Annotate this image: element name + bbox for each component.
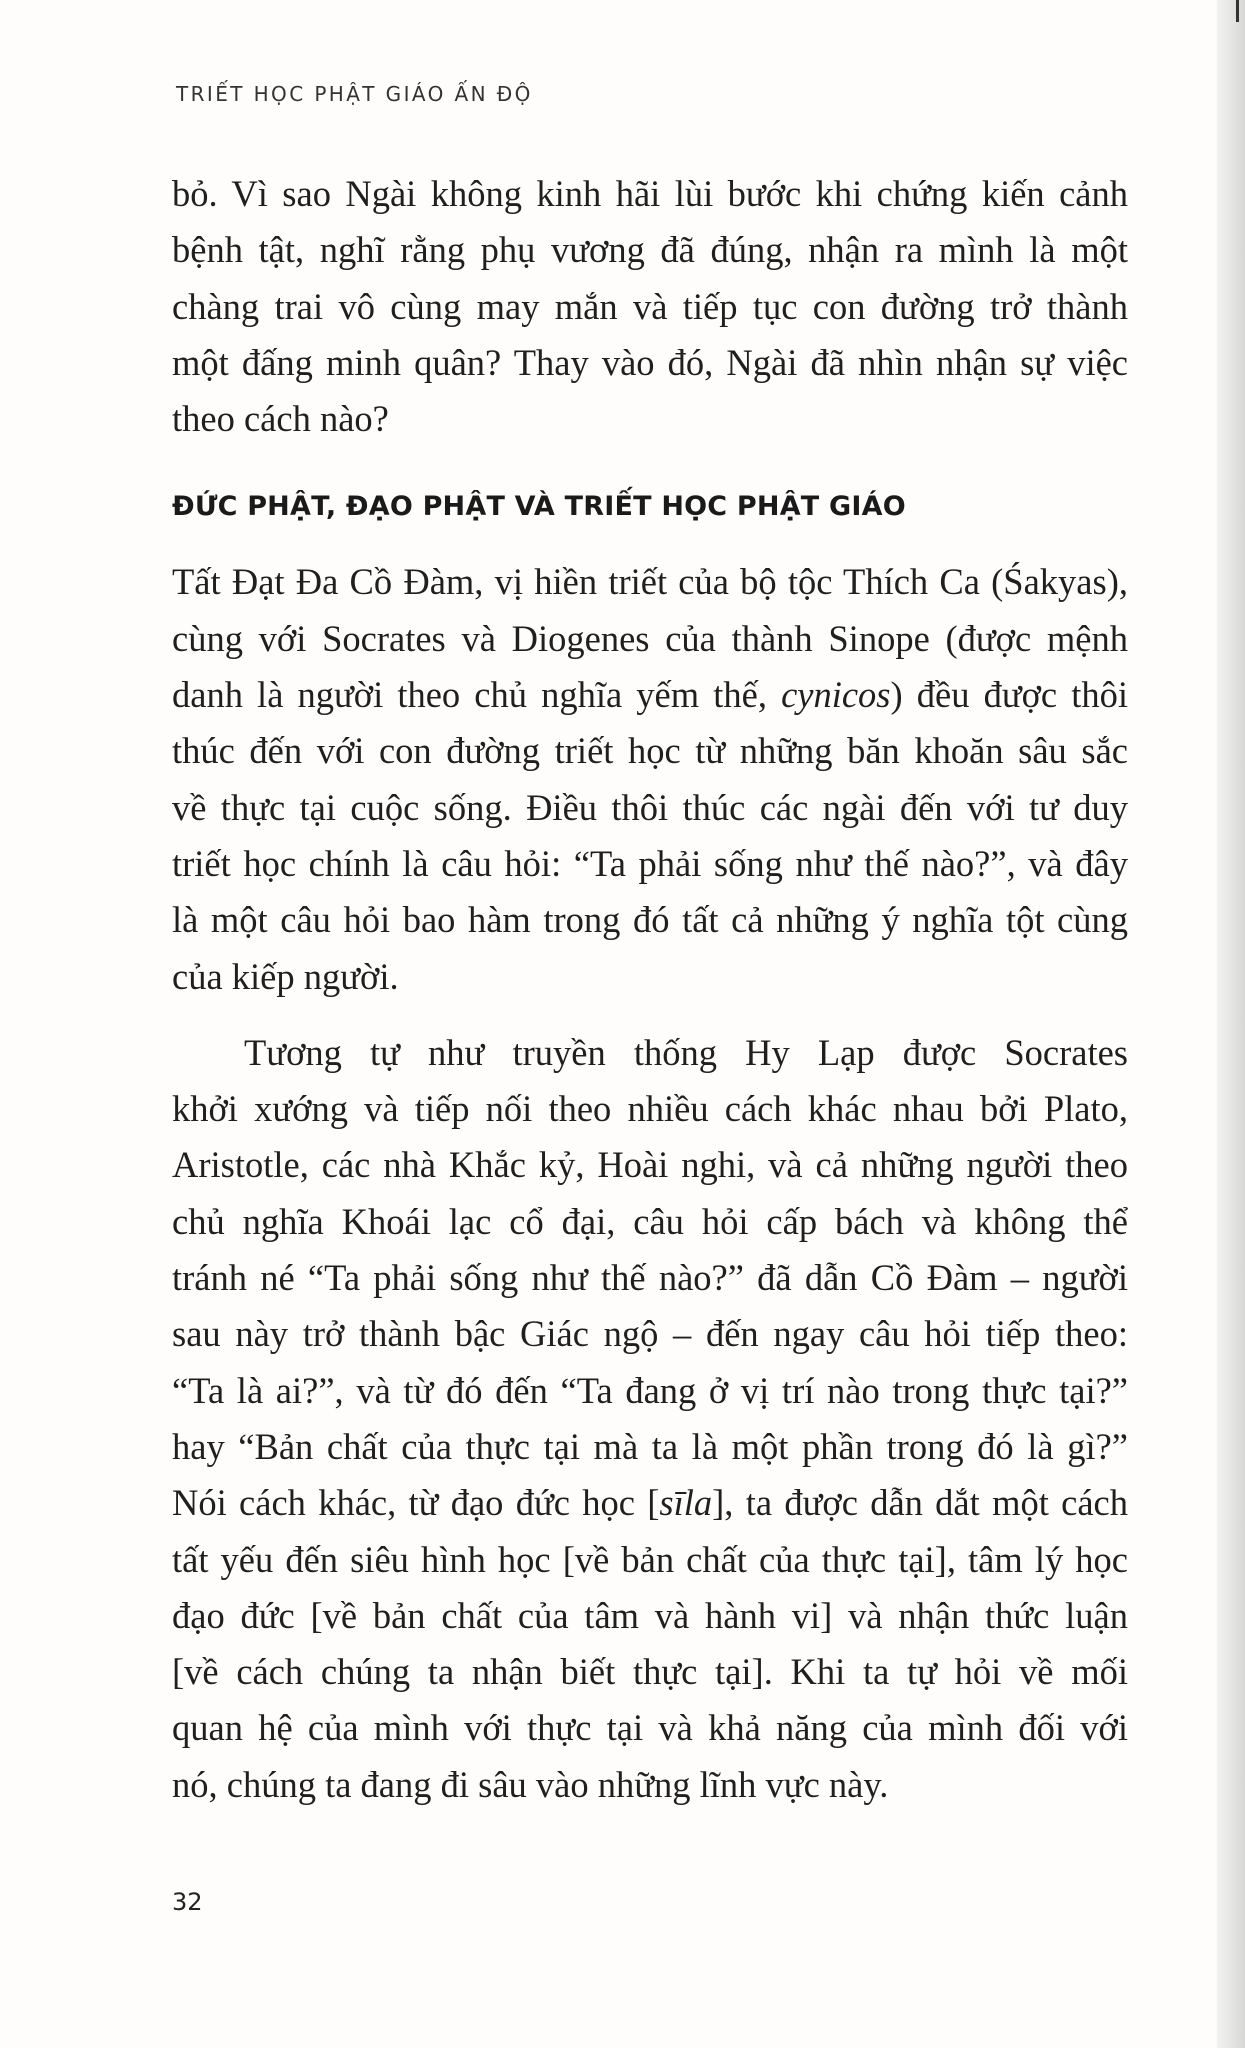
text-line: bệnh tật, nghĩ rằng phụ vương đã đúng, nhận ra mình là một (172, 229, 1128, 271)
text-line: của kiếp người. (172, 955, 399, 997)
section-heading: ĐỨC PHẬT, ĐẠO PHẬT VÀ TRIẾT HỌC PHẬT GIÁO (172, 491, 906, 523)
paragraph-2 (172, 554, 1128, 1004)
text-line: tất yếu đến siêu hình học [về bản chất của thực tại], tâm lý học (172, 1538, 1128, 1580)
paragraph-3 (172, 1025, 1128, 1813)
text-line: thúc đến với con đường triết học từ những băn khoăn sâu sắc (172, 730, 1128, 772)
text-line: về thực tại cuộc sống. Điều thôi thúc các ngài đến với tư duy (172, 786, 1128, 828)
text-line: bỏ. Vì sao Ngài không kinh hãi lùi bước khi chứng kiến cảnh (172, 173, 1128, 214)
text-line: danh là người theo chủ nghĩa yếm thế, cynicos) đều được thôi (172, 674, 1129, 716)
text-line: đạo đức [về bản chất của tâm và hành vi] và nhận thức luận (172, 1594, 1128, 1636)
text-line: hay “Bản chất của thực tại mà ta là một phần trong đó là gì?” (172, 1425, 1128, 1467)
text-line: [về cách chúng ta nhận biết thực tại]. Khi ta tự hỏi về mối (172, 1651, 1128, 1693)
text-line: khởi xướng và tiếp nối theo nhiều cách khác nhau bởi Plato, (172, 1088, 1128, 1130)
text-line: chàng trai vô cùng may mắn và tiếp tục con đường trở thành (172, 285, 1128, 327)
text-line: tránh né “Ta phải sống như thế nào?” đã dẫn Cồ Đàm – người (172, 1257, 1128, 1299)
text-line: cùng với Socrates và Diogenes của thành Sinope (được mệnh (172, 617, 1128, 659)
text-line: chủ nghĩa Khoái lạc cổ đại, câu hỏi cấp bách và không thể (172, 1200, 1128, 1242)
text-line: Tất Đạt Đa Cồ Đàm, vị hiền triết của bộ tộc Thích Ca (Śakyas), (172, 561, 1128, 603)
text-line: Tương tự như truyền thống Hy Lạp được Socrates (244, 1031, 1128, 1073)
page-edge-mark (1236, 0, 1239, 22)
text-line: triết học chính là câu hỏi: “Ta phải sống như thế nào?”, và đây (172, 842, 1128, 884)
text-line: theo cách nào? (172, 398, 389, 440)
paragraph-gap (172, 1005, 1128, 1025)
page-body (172, 166, 1128, 1813)
italic-term: cynicos (781, 674, 891, 716)
text-line: quan hệ của mình với thực tại và khả năng của mình đối với (172, 1707, 1128, 1749)
page-edge-shadow (1217, 0, 1245, 2048)
paragraph-1 (172, 166, 1128, 447)
text-line: Aristotle, các nhà Khắc kỷ, Hoài nghi, và cả những người theo (172, 1144, 1128, 1186)
text-line: “Ta là ai?”, và từ đó đến “Ta đang ở vị trí nào trong thực tại?” (172, 1369, 1128, 1411)
text-line: Nói cách khác, từ đạo đức học [sīla], ta được dẫn dắt một cách (172, 1482, 1128, 1524)
running-head: TRIẾT HỌC PHẬT GIÁO ẤN ĐỘ (176, 82, 533, 106)
page-number: 32 (172, 1888, 203, 1916)
text-line: là một câu hỏi bao hàm trong đó tất cả những ý nghĩa tột cùng (172, 899, 1128, 941)
text-line: một đấng minh quân? Thay vào đó, Ngài đã nhìn nhận sự việc (172, 341, 1128, 383)
italic-term: sīla (659, 1482, 713, 1524)
text-line: nó, chúng ta đang đi sâu vào những lĩnh vực này. (172, 1763, 889, 1805)
text-line: sau này trở thành bậc Giác ngộ – đến ngay câu hỏi tiếp theo: (172, 1313, 1128, 1355)
